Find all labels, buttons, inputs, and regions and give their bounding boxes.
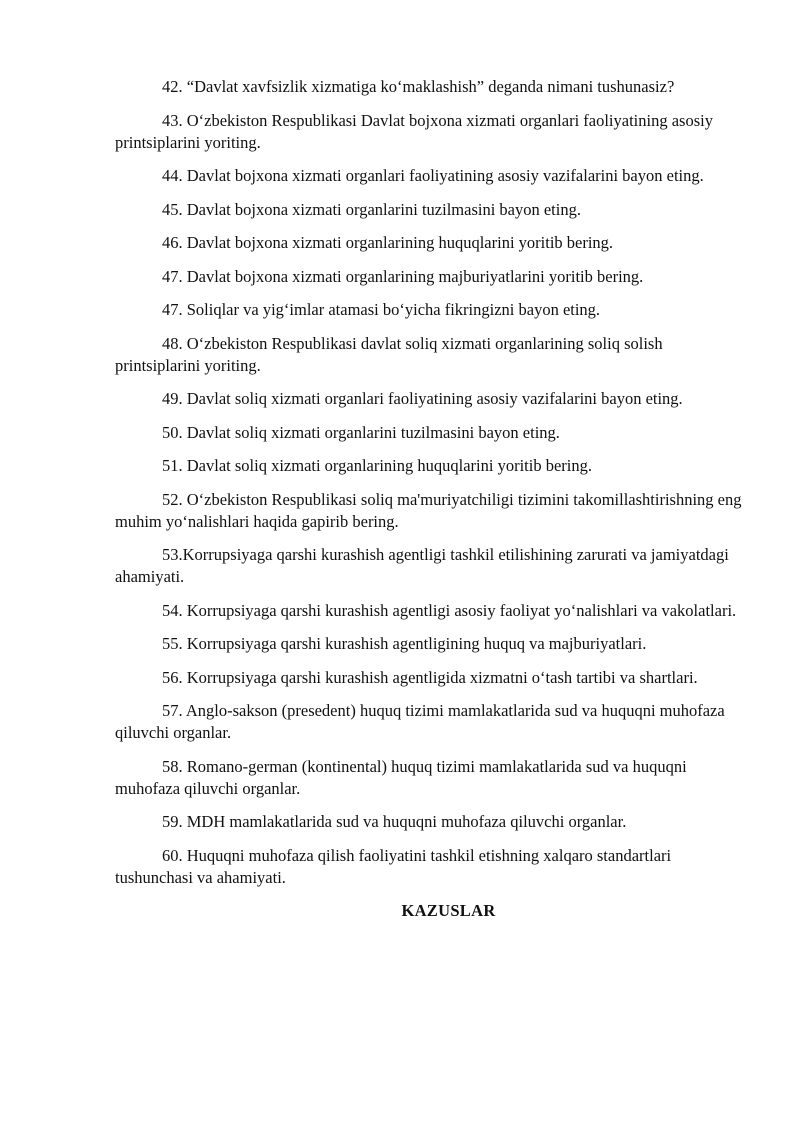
question-item: 60. Huquqni muhofaza qilish faoliyatini tashkil etishning xalqaro standartlari tushunchasi va ahamiyati. bbox=[115, 845, 672, 887]
question-item: 58. Romano-german (kontinental) huquq tizimi mamlakatlarida sud va huquqni muhofaza qiluvchi organlar. bbox=[115, 756, 687, 798]
question-item: 49. Davlat soliq xizmati organlari faoliyatining asosiy vazifalarini bayon eting. bbox=[162, 389, 683, 408]
question-item: 47. Davlat bojxona xizmati organlarining majburiyatlarini yoritib bering. bbox=[162, 266, 644, 286]
question-item: 43. O‘zbekiston Respublikasi Davlat bojxona xizmati organlari faoliyatining asosiy printsiplarini yoriting. bbox=[115, 110, 713, 152]
question-item: 46. Davlat bojxona xizmati organlarining huquqlarini yoritib bering. bbox=[162, 233, 614, 252]
question-item: 51. Davlat soliq xizmati organlarining huquqlarini yoritib bering. bbox=[162, 456, 592, 475]
question-item: 48. O‘zbekiston Respublikasi davlat soliq xizmati organlarining soliq solish printsiplarini yoriting. bbox=[115, 333, 663, 375]
question-item: 42. “Davlat xavfsizlik xizmatiga ko‘maklashish” deganda nimani tushunasiz? bbox=[162, 77, 675, 96]
question-item: 52. O‘zbekiston Respublikasi soliq ma'muriyatchiligi tizimini takomillashtirishning eng muhim yo‘nalishlari haqida gapirib bering. bbox=[115, 489, 742, 531]
question-item: 45. Davlat bojxona xizmati organlarini tuzilmasini bayon eting. bbox=[162, 199, 581, 219]
question-item: 53.Korrupsiyaga qarshi kurashish agentligi tashkil etilishining zarurati va jamiyatdagi ahamiyati. bbox=[115, 545, 729, 586]
question-item: 55. Korrupsiyaga qarshi kurashish agentligining huquq va majburiyatlari. bbox=[162, 634, 647, 653]
question-item: 54. Korrupsiyaga qarshi kurashish agentligi asosiy faoliyat yo‘nalishlari va vakolatlari. bbox=[162, 600, 737, 620]
section-heading: KAZUSLAR bbox=[401, 901, 496, 920]
question-item: 47. Soliqlar va yig‘imlar atamasi bo‘yicha fikringizni bayon eting. bbox=[162, 300, 601, 319]
question-item: 44. Davlat bojxona xizmati organlari faoliyatining asosiy vazifalarini bayon eting. bbox=[162, 166, 704, 185]
question-item: 59. MDH mamlakatlarida sud va huquqni muhofaza qiluvchi organlar. bbox=[162, 812, 627, 831]
question-item: 56. Korrupsiyaga qarshi kurashish agentligida xizmatni o‘tash tartibi va shartlari. bbox=[162, 667, 698, 687]
question-item: 57. Anglo-sakson (presedent) huquq tizimi mamlakatlarida sud va huquqni muhofaza qiluvchi organlar. bbox=[115, 701, 725, 742]
document-content bbox=[115, 76, 745, 922]
question-item: 50. Davlat soliq xizmati organlarini tuzilmasini bayon eting. bbox=[162, 422, 560, 442]
